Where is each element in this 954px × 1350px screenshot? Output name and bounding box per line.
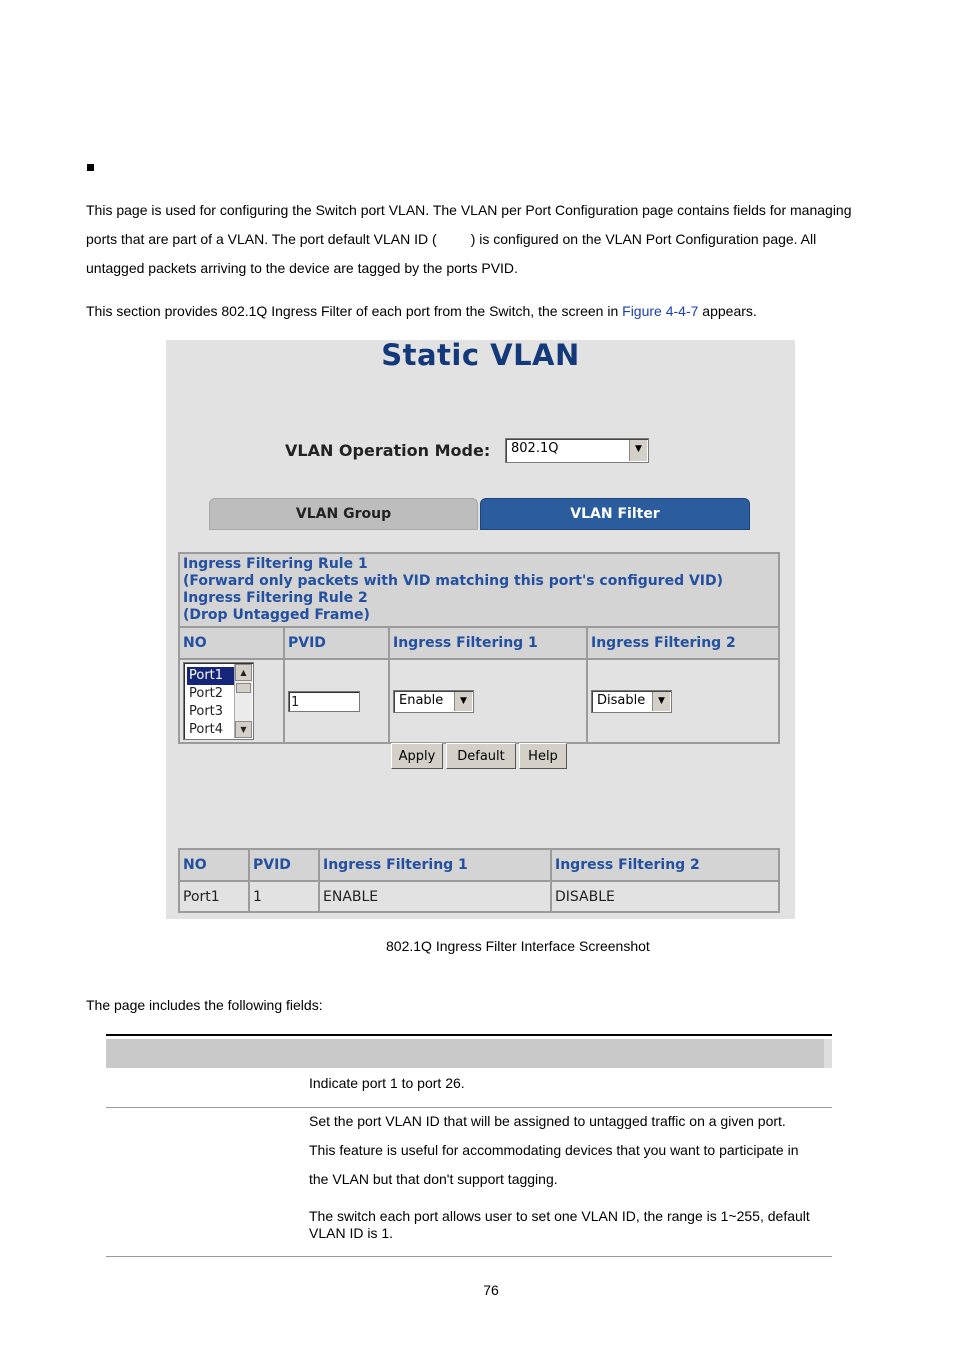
- status-header-no: NO: [179, 849, 249, 881]
- rule-2-title: Ingress Filtering Rule 2: [183, 590, 368, 606]
- rule-1-description: (Forward only packets with VID matching this port's configured VID): [183, 573, 724, 589]
- field-description-pvid-1: Set the port VLAN ID that will be assigned to untagged traffic on a given port.: [309, 1113, 786, 1129]
- status-header-pvid: PVID: [249, 849, 319, 881]
- field-description-no: Indicate port 1 to port 26.: [309, 1075, 465, 1091]
- status-pvid: 1: [249, 881, 319, 912]
- port-option[interactable]: Port2: [189, 686, 224, 701]
- scroll-thumb[interactable]: [236, 683, 251, 693]
- scroll-down-icon[interactable]: ▼: [235, 721, 252, 738]
- chevron-down-icon: ▼: [454, 692, 472, 711]
- apply-button[interactable]: Apply: [391, 743, 443, 769]
- field-description-pvid-5: VLAN ID is 1.: [309, 1225, 394, 1241]
- filter2-cell: [587, 659, 779, 743]
- pvid-cell: [284, 659, 389, 743]
- listbox-scrollbar[interactable]: [234, 664, 252, 738]
- vlan-mode-select[interactable]: 802.1Q ▼: [505, 438, 649, 463]
- filter1-cell: [389, 659, 587, 743]
- pvid-input[interactable]: 1: [288, 691, 360, 712]
- fields-table-header-edge: [824, 1039, 832, 1068]
- vlan-operation-mode-label: VLAN Operation Mode:: [285, 441, 491, 460]
- tab-vlan-group[interactable]: VLAN Group: [209, 498, 478, 530]
- ingress-config-table: [178, 552, 780, 744]
- port-listbox[interactable]: [183, 662, 254, 740]
- figure-link[interactable]: Figure 4-4-7: [622, 303, 699, 319]
- default-button[interactable]: Default: [446, 743, 516, 769]
- chevron-down-icon: ▼: [652, 692, 670, 711]
- scroll-up-icon[interactable]: ▲: [235, 664, 252, 681]
- page-number: 76: [483, 1282, 499, 1298]
- header-ingress-filtering-2: Ingress Filtering 2: [587, 627, 779, 659]
- port-option[interactable]: Port4: [189, 722, 224, 737]
- static-vlan-screenshot: [166, 340, 795, 919]
- header-pvid: PVID: [284, 627, 389, 659]
- status-header-filter-2: Ingress Filtering 2: [551, 849, 779, 881]
- ingress-filter-2-select[interactable]: Disable ▼: [591, 690, 672, 713]
- row-divider: [106, 1256, 832, 1257]
- port-option[interactable]: Port1: [187, 667, 235, 685]
- fields-table-top-rule: [106, 1034, 832, 1036]
- intro-line-3: untagged packets arriving to the device are tagged by the ports PVID.: [86, 260, 518, 276]
- rule-1-title: Ingress Filtering Rule 1: [183, 556, 368, 572]
- figure-caption: 802.1Q Ingress Filter Interface Screenshot: [386, 938, 650, 954]
- field-description-pvid-4: The switch each port allows user to set one VLAN ID, the range is 1~255, default: [309, 1208, 810, 1224]
- port-option[interactable]: Port3: [189, 704, 224, 719]
- section-bullet: [87, 164, 94, 171]
- ingress-filter-1-select[interactable]: Enable ▼: [393, 690, 474, 713]
- header-no: NO: [179, 627, 284, 659]
- row-divider: [106, 1107, 832, 1108]
- intro-line-2: ports that are part of a VLAN. The port default VLAN ID ( ) is configured on the VLAN Port Configuration page. All: [86, 231, 817, 247]
- intro-line-1: This page is used for configuring the Switch port VLAN. The VLAN per Port Configuration page contains fields for managing: [86, 202, 852, 218]
- tab-vlan-filter[interactable]: VLAN Filter: [480, 498, 750, 530]
- header-ingress-filtering-1: Ingress Filtering 1: [389, 627, 587, 659]
- section-intro: This section provides 802.1Q Ingress Filter of each port from the Switch, the screen in Figure 4-4-7 appears.: [86, 303, 757, 319]
- status-header-filter-1: Ingress Filtering 1: [319, 849, 551, 881]
- chevron-down-icon: ▼: [629, 440, 647, 461]
- help-button[interactable]: Help: [519, 743, 567, 769]
- port-list-cell: [179, 659, 284, 743]
- page-title: Static VLAN: [381, 340, 580, 372]
- field-description-pvid-3: the VLAN but that don't support tagging.: [309, 1171, 558, 1187]
- table-row: [179, 881, 779, 912]
- field-description-pvid-2: This feature is useful for accommodating devices that you want to participate in: [309, 1142, 799, 1158]
- status-filter-2: DISABLE: [551, 881, 779, 912]
- ingress-rules: [179, 553, 779, 627]
- fields-table-header: [106, 1039, 824, 1068]
- ingress-status-table: [178, 848, 780, 913]
- status-port: Port1: [179, 881, 249, 912]
- rule-2-description: (Drop Untagged Frame): [183, 607, 370, 623]
- intro-paragraph: [86, 196, 886, 283]
- status-filter-1: ENABLE: [319, 881, 551, 912]
- fields-intro: The page includes the following fields:: [86, 997, 323, 1013]
